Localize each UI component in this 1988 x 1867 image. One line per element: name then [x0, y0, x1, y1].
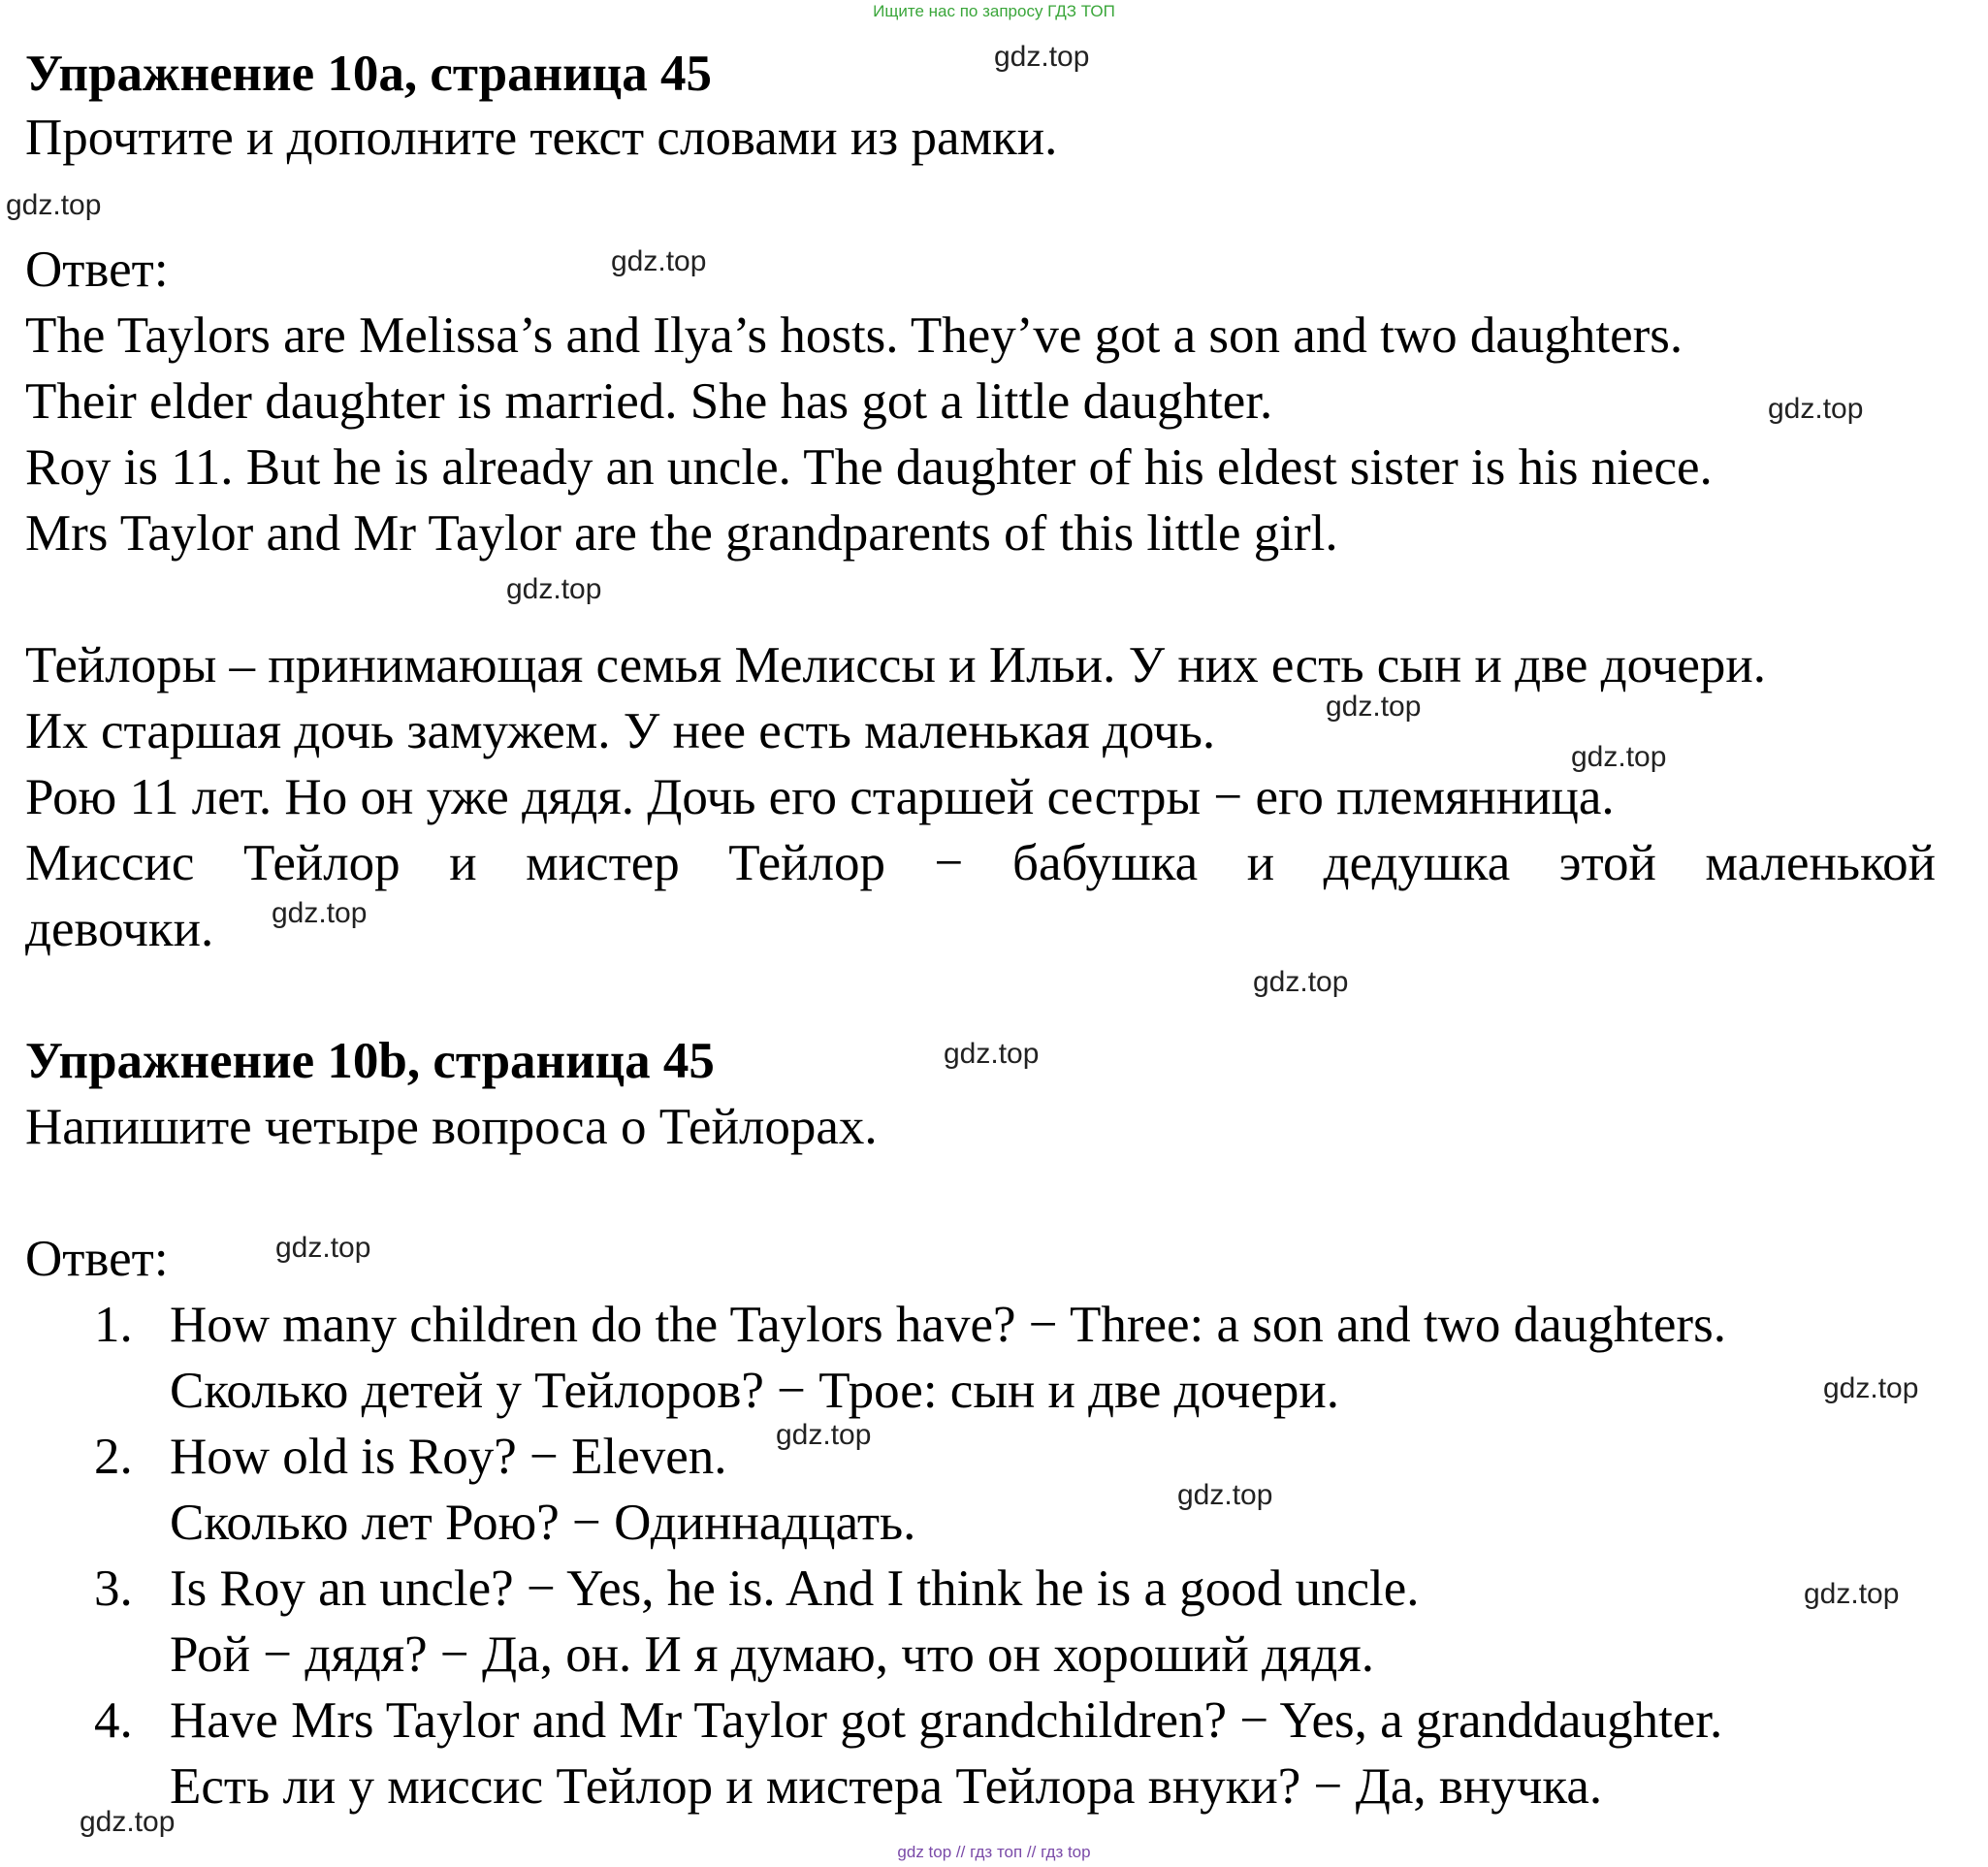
- question-en: Have Mrs Taylor and Mr Taylor got grandchildren? − Yes, a granddaughter.: [170, 1692, 1723, 1749]
- question-en: Is Roy an uncle? − Yes, he is. And I think he is a good uncle.: [170, 1561, 1420, 1617]
- watermark: gdz.top: [80, 1806, 176, 1838]
- watermark: gdz.top: [1253, 966, 1349, 998]
- question-ru: Рой − дядя? − Да, он. И я думаю, что он хороший дядя.: [170, 1626, 1374, 1683]
- answer-en-line-2: Their elder daughter is married. She has got a little daughter.: [25, 373, 1273, 430]
- answer-en-line-4: Mrs Taylor and Mr Taylor are the grandparents of this little girl.: [25, 505, 1338, 562]
- question-number: 2.: [94, 1429, 133, 1485]
- question-ru: Сколько детей у Тейлоров? − Трое: сын и две дочери.: [170, 1363, 1340, 1419]
- watermark: gdz.top: [1571, 741, 1667, 773]
- watermark: gdz.top: [272, 897, 368, 929]
- top-banner: Ищите нас по запросу ГДЗ ТОП: [873, 2, 1115, 20]
- footer-links: gdz top // гдз топ // гдз top: [897, 1843, 1091, 1861]
- question-ru: Есть ли у миссис Тейлор и мистера Тейлора внуки? − Да, внучка.: [170, 1758, 1603, 1815]
- watermark: gdz.top: [1768, 393, 1864, 425]
- answer-ru-line-4: Миссис Тейлор и мистер Тейлор − бабушка и дедушка этой маленькой: [25, 835, 1936, 891]
- exercise-10a-answer-label: Ответ:: [25, 241, 169, 298]
- question-en: How old is Roy? − Eleven.: [170, 1429, 727, 1485]
- question-number: 4.: [94, 1692, 133, 1749]
- watermark: gdz.top: [1804, 1578, 1900, 1610]
- answer-ru-line-5: девочки.: [25, 901, 214, 957]
- answer-ru-line-2: Их старшая дочь замужем. У нее есть маленькая дочь.: [25, 703, 1216, 759]
- answer-ru-line-3: Рою 11 лет. Но он уже дядя. Дочь его старшей сестры − его племянница.: [25, 769, 1615, 825]
- exercise-10a-task: Прочтите и дополните текст словами из рамки.: [25, 110, 1058, 166]
- watermark: gdz.top: [994, 41, 1090, 73]
- watermark: gdz.top: [776, 1419, 872, 1451]
- watermark: gdz.top: [944, 1038, 1040, 1070]
- question-ru: Сколько лет Рою? − Одиннадцать.: [170, 1495, 916, 1551]
- exercise-10b-title: Упражнение 10b, страница 45: [25, 1033, 715, 1089]
- watermark: gdz.top: [506, 573, 602, 605]
- watermark: gdz.top: [1326, 691, 1422, 723]
- answer-en-line-1: The Taylors are Melissa’s and Ilya’s hosts. They’ve got a son and two daughters.: [25, 307, 1683, 364]
- answer-en-line-3: Roy is 11. But he is already an uncle. The daughter of his eldest sister is his niece.: [25, 439, 1713, 496]
- watermark: gdz.top: [611, 245, 707, 277]
- answer-ru-line-1: Тейлоры – принимающая семья Мелиссы и Ильи. У них есть сын и две дочери.: [25, 637, 1766, 693]
- exercise-10b-task: Напишите четыре вопроса о Тейлорах.: [25, 1099, 878, 1155]
- question-number: 1.: [94, 1297, 133, 1353]
- watermark: gdz.top: [275, 1232, 371, 1264]
- exercise-10a-title: Упражнение 10a, страница 45: [25, 46, 712, 102]
- watermark: gdz.top: [1823, 1372, 1919, 1404]
- exercise-10b-answer-label: Ответ:: [25, 1231, 169, 1287]
- watermark: gdz.top: [1177, 1479, 1273, 1511]
- question-en: How many children do the Taylors have? − Three: a son and two daughters.: [170, 1297, 1726, 1353]
- watermark: gdz.top: [6, 189, 102, 221]
- question-number: 3.: [94, 1561, 133, 1617]
